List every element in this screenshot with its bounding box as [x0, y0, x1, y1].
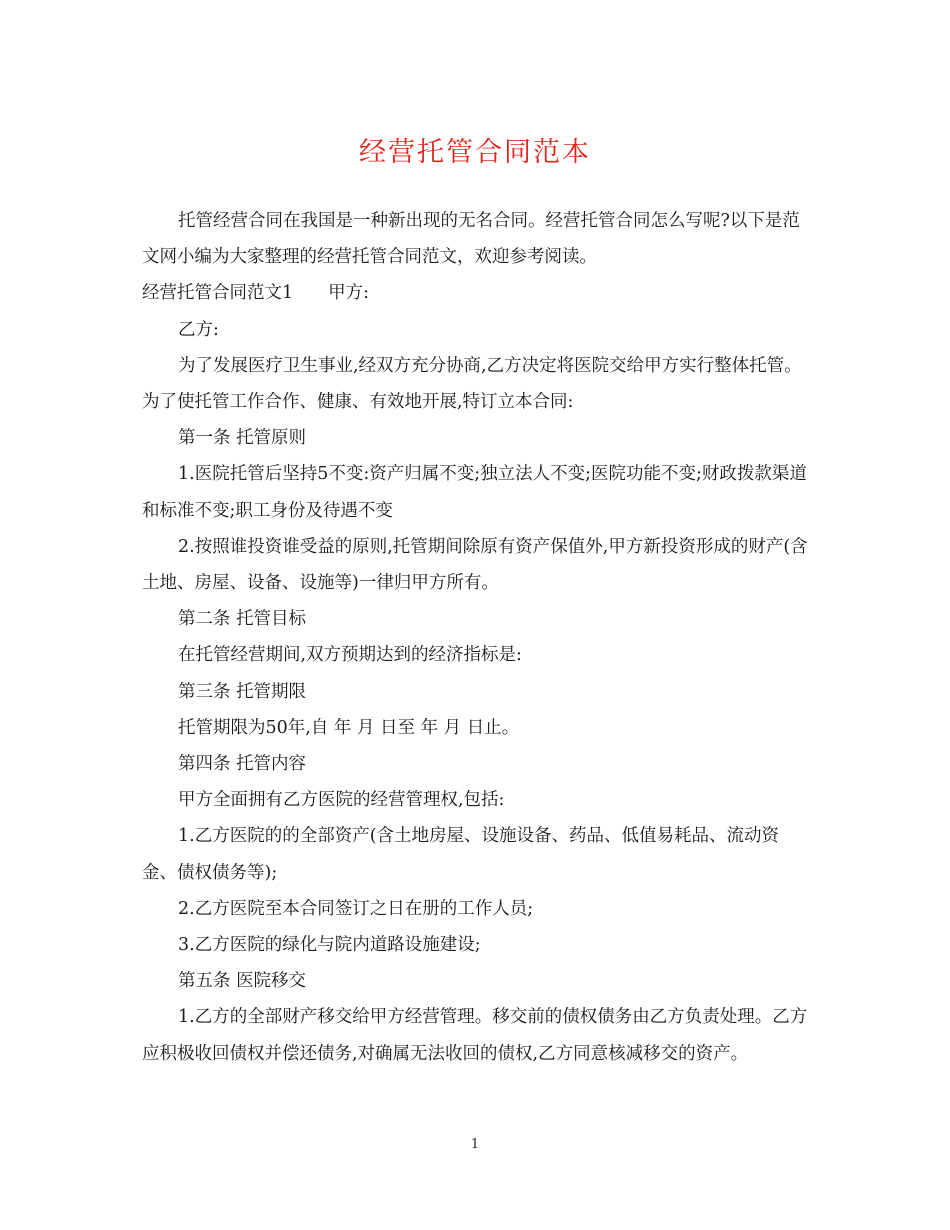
article-4-clause-1: 1.乙方医院的的全部资产(含土地房屋、设施设备、药品、低值易耗品、流动资金、债权债务等); — [142, 826, 780, 883]
article-4-clause-2: 2.乙方医院至本合同签订之日在册的工作人员; — [178, 898, 534, 919]
article-4-text: 甲方全面拥有乙方医院的经营管理权,包括: — [178, 790, 505, 811]
article-1-clause-1: 1.医院托管后坚持5不变:资产归属不变;独立法人不变;医院功能不变;财政拨款渠道和标准不变;职工身份及待遇不变 — [142, 464, 807, 521]
article-4-heading: 第四条 托管内容 — [178, 754, 307, 775]
article-3-heading: 第三条 托管期限 — [178, 681, 307, 702]
intro-paragraph: 托管经营合同在我国是一种新出现的无名合同。经营托管合同怎么写呢?以下是范文网小编为大家整理的经营托管合同范文，欢迎参考阅读。 — [142, 211, 800, 268]
article-5-heading: 第五条 医院移交 — [178, 971, 307, 992]
article-2-heading: 第二条 托管目标 — [178, 609, 307, 630]
article-1-clause-2: 2.按照谁投资谁受益的原则,托管期间除原有资产保值外,甲方新投资形成的财产(含土地、房屋、设备、设施等)一律归甲方所有。 — [142, 536, 808, 594]
article-5-clause-1: 1.乙方的全部财产移交给甲方经营管理。移交前的债权债务由乙方负责处理。乙方应积极收回债权并偿还债务,对确属无法收回的债权,乙方同意核减移交的资产。 — [142, 1007, 808, 1064]
article-3-text: 托管期限为50年,自 年 月 日至 年 月 日止。 — [178, 717, 520, 738]
document-title: 经营托管合同范本 — [359, 137, 591, 168]
page-number: 1 — [470, 1137, 480, 1152]
sample-heading-party-a: 经营托管合同范文1 甲方: — [142, 283, 370, 304]
article-2-text: 在托管经营期间,双方预期达到的经济指标是: — [178, 645, 522, 666]
article-4-clause-3: 3.乙方医院的绿化与院内道路设施建设; — [178, 935, 481, 956]
document-body — [142, 203, 814, 1072]
article-1-heading: 第一条 托管原则 — [178, 428, 307, 449]
party-b-line: 乙方: — [178, 319, 219, 340]
preamble-paragraph: 为了发展医疗卫生事业,经双方充分协商,乙方决定将医院交给甲方实行整体托管。为了使托管工作合作、健康、有效地开展,特订立本合同: — [142, 355, 802, 413]
